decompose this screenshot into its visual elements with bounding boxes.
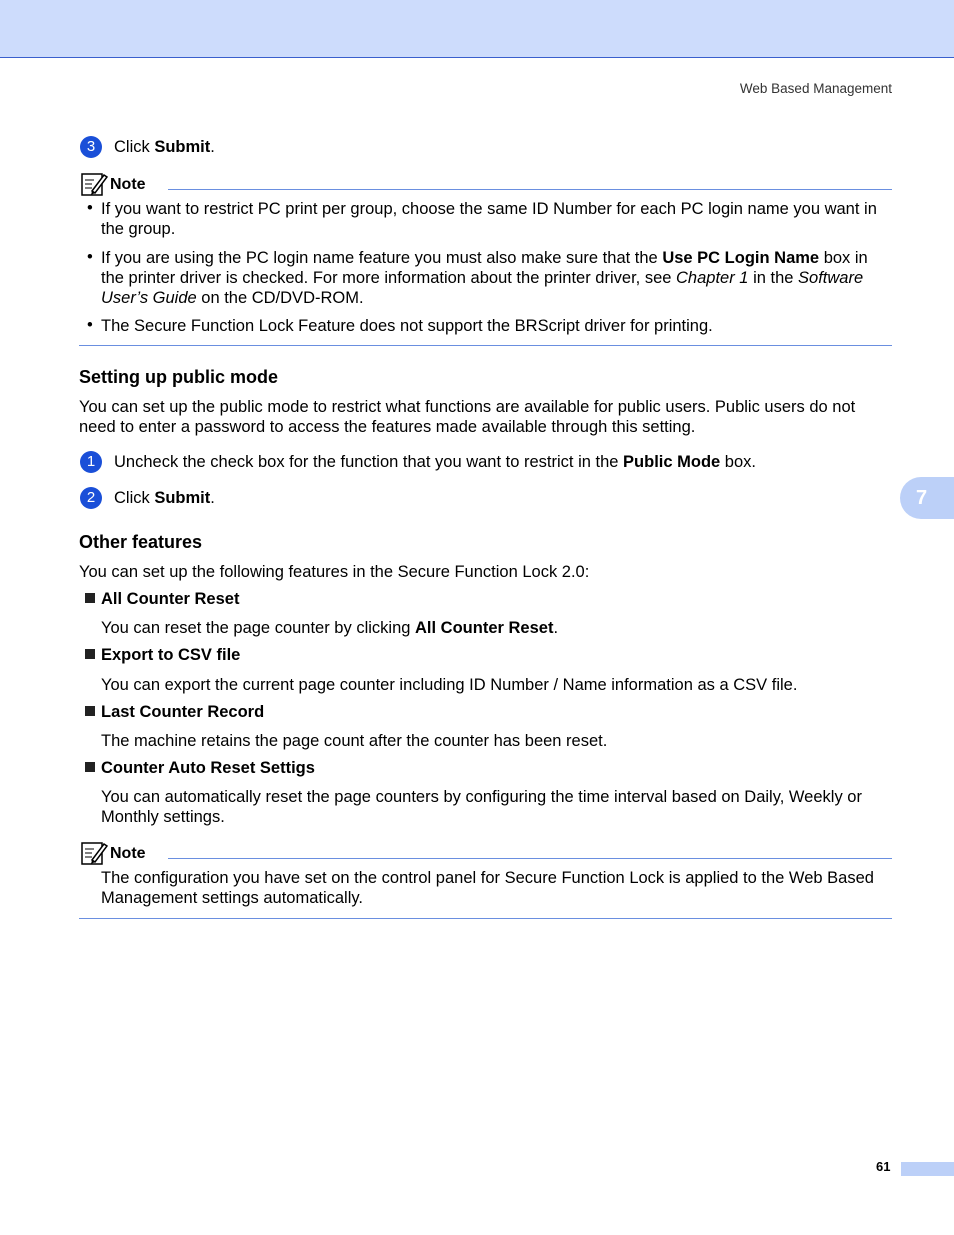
step-text: Click Submit. bbox=[114, 489, 215, 507]
note-close-rule bbox=[79, 918, 892, 919]
feature-title: All Counter Reset bbox=[85, 590, 239, 609]
step-text: Click Submit. bbox=[114, 138, 215, 156]
feature-title: Last Counter Record bbox=[85, 703, 264, 722]
feature-title: Counter Auto Reset Settigs bbox=[85, 759, 315, 778]
feature-desc: You can reset the page counter by clicking All Counter Reset. bbox=[101, 619, 559, 637]
feature-desc: You can export the current page counter including ID Number / Name information as a CSV file. bbox=[101, 676, 798, 694]
square-bullet-icon bbox=[85, 593, 95, 603]
top-band bbox=[0, 0, 954, 58]
section-heading: Other features bbox=[79, 532, 203, 552]
running-header: Web Based Management bbox=[739, 81, 892, 96]
note-label: Note bbox=[110, 845, 146, 862]
note-pencil-icon bbox=[80, 171, 108, 197]
note-bullet-2: If you are using the PC login name feature you must also make sure that the Use PC Login Name box in the printer driver is checked. For more information about the printer driver, see Chapter 1 in the Software User’s Guide on the CD/DVD-ROM. bbox=[101, 249, 868, 307]
bullet-dot: • bbox=[87, 248, 93, 266]
feature-desc: The machine retains the page count after the counter has been reset. bbox=[101, 732, 608, 750]
section-intro: You can set up the following features in the Secure Function Lock 2.0: bbox=[79, 563, 590, 581]
page-number: 61 bbox=[876, 1159, 891, 1174]
step-number-badge: 3 bbox=[80, 136, 102, 158]
feature-desc: You can automatically reset the page counters by configuring the time interval based on Daily, Weekly or Monthly settings. bbox=[101, 788, 862, 826]
section-intro: You can set up the public mode to restrict what functions are available for public users. Public users do not need to enter a password to access the features made available through this setting. bbox=[79, 398, 856, 436]
note-rule bbox=[168, 189, 892, 190]
bullet-dot: • bbox=[87, 199, 93, 217]
square-bullet-icon bbox=[85, 649, 95, 659]
note-rule bbox=[168, 858, 892, 859]
chapter-tab: 7 bbox=[900, 477, 954, 519]
note-text: The configuration you have set on the control panel for Secure Function Lock is applied to the Web Based Management settings automatically. bbox=[101, 869, 874, 907]
bullet-dot: • bbox=[87, 316, 93, 334]
step-text: Uncheck the check box for the function that you want to restrict in the Public Mode box. bbox=[114, 453, 756, 471]
feature-title: Export to CSV file bbox=[85, 646, 240, 665]
square-bullet-icon bbox=[85, 762, 95, 772]
note-bullet-3: The Secure Function Lock Feature does not support the BRScript driver for printing. bbox=[101, 317, 713, 335]
note-close-rule bbox=[79, 345, 892, 346]
section-heading: Setting up public mode bbox=[79, 367, 278, 387]
step-number-badge: 1 bbox=[80, 451, 102, 473]
note-pencil-icon bbox=[80, 840, 108, 866]
square-bullet-icon bbox=[85, 706, 95, 716]
page-number-bar bbox=[901, 1162, 954, 1176]
note-bullet-1: If you want to restrict PC print per group, choose the same ID Number for each PC login name you want in the group. bbox=[101, 200, 877, 238]
note-label: Note bbox=[110, 176, 146, 193]
step-number-badge: 2 bbox=[80, 487, 102, 509]
